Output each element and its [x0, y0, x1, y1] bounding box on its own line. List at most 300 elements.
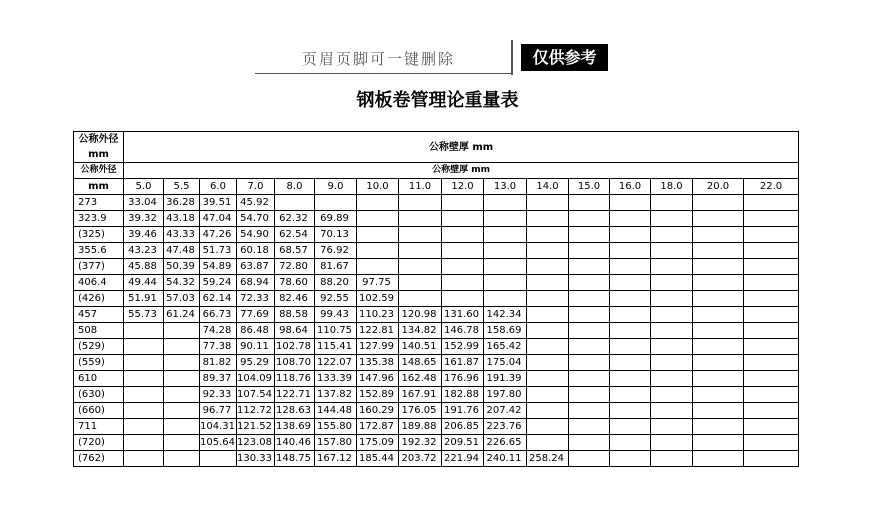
header-row-top: [74, 132, 799, 163]
weight-cell: [275, 195, 315, 211]
weight-cell: [164, 323, 200, 339]
weight-cell: [569, 275, 610, 291]
thickness-header: 16.0: [610, 179, 651, 195]
thickness-header: 12.0: [442, 179, 484, 195]
weight-cell: [744, 195, 799, 211]
weight-cell: [693, 403, 744, 419]
weight-cell: 62.14: [200, 291, 237, 307]
weight-cell: 197.80: [484, 387, 527, 403]
outer-diameter-cell: (720): [74, 435, 124, 451]
weight-cell: [693, 355, 744, 371]
weight-cell: 81.67: [315, 259, 357, 275]
weight-cell: [527, 387, 569, 403]
table-row: [74, 243, 799, 259]
table-row: [74, 435, 799, 451]
weight-cell: [164, 387, 200, 403]
weight-cell: [569, 307, 610, 323]
weight-cell: 140.46: [275, 435, 315, 451]
weight-cell: [693, 259, 744, 275]
weight-cell: [693, 275, 744, 291]
weight-cell: [569, 323, 610, 339]
weight-cell: 59.24: [200, 275, 237, 291]
weight-cell: [610, 371, 651, 387]
weight-cell: 43.33: [164, 227, 200, 243]
weight-cell: 121.52: [237, 419, 275, 435]
weight-cell: [484, 195, 527, 211]
weight-cell: 122.81: [357, 323, 399, 339]
weight-cell: 144.48: [315, 403, 357, 419]
header-note: 页眉页脚可一键删除: [302, 50, 456, 68]
weight-cell: [651, 371, 693, 387]
weight-cell: [484, 259, 527, 275]
weight-cell: [200, 451, 237, 467]
weight-cell: [399, 275, 442, 291]
weight-cell: 45.88: [124, 259, 164, 275]
weight-cell: 70.13: [315, 227, 357, 243]
weight-cell: 47.26: [200, 227, 237, 243]
weight-cell: [124, 323, 164, 339]
table-row: [74, 403, 799, 419]
weight-cell: [693, 323, 744, 339]
weight-cell: 110.23: [357, 307, 399, 323]
weight-cell: [693, 243, 744, 259]
weight-cell: 148.75: [275, 451, 315, 467]
weight-cell: [693, 339, 744, 355]
thickness-header: 5.5: [164, 179, 200, 195]
weight-cell: [527, 243, 569, 259]
weight-cell: 39.46: [124, 227, 164, 243]
weight-cell: [651, 323, 693, 339]
weight-cell: 49.44: [124, 275, 164, 291]
corner-label-sub1: 公称外径: [74, 163, 124, 179]
weight-cell: 105.64: [200, 435, 237, 451]
thickness-header: 8.0: [275, 179, 315, 195]
weight-cell: 96.77: [200, 403, 237, 419]
table-row: [74, 195, 799, 211]
weight-cell: [442, 275, 484, 291]
sub-span-header: 公称壁厚 mm: [124, 163, 799, 179]
weight-cell: [651, 291, 693, 307]
weight-cell: 104.31: [200, 419, 237, 435]
thickness-header: 20.0: [693, 179, 744, 195]
weight-cell: 33.04: [124, 195, 164, 211]
table-row: [74, 259, 799, 275]
thickness-header: 11.0: [399, 179, 442, 195]
page-title: 钢板卷管理论重量表: [356, 90, 519, 111]
weight-cell: [610, 243, 651, 259]
weight-cell: 51.73: [200, 243, 237, 259]
weight-cell: [124, 387, 164, 403]
weight-cell: [484, 291, 527, 307]
weight-cell: [484, 211, 527, 227]
table-row: [74, 211, 799, 227]
weight-cell: [744, 291, 799, 307]
weight-cell: 161.87: [442, 355, 484, 371]
outer-diameter-cell: (660): [74, 403, 124, 419]
thickness-header: 18.0: [651, 179, 693, 195]
weight-cell: [693, 195, 744, 211]
weight-cell: [442, 211, 484, 227]
table-row: [74, 387, 799, 403]
weight-cell: 92.33: [200, 387, 237, 403]
table-row: [74, 419, 799, 435]
weight-cell: [693, 371, 744, 387]
outer-diameter-cell: 508: [74, 323, 124, 339]
weight-cell: [357, 227, 399, 243]
weight-cell: [527, 307, 569, 323]
weight-cell: [610, 451, 651, 467]
header-row-sub: [74, 163, 799, 179]
weight-cell: 81.82: [200, 355, 237, 371]
weight-cell: [484, 275, 527, 291]
weight-cell: [744, 275, 799, 291]
weight-cell: 152.89: [357, 387, 399, 403]
weight-cell: 127.99: [357, 339, 399, 355]
weight-cell: [610, 323, 651, 339]
weight-cell: [357, 259, 399, 275]
weight-cell: 207.42: [484, 403, 527, 419]
weight-cell: [610, 195, 651, 211]
thickness-header: 13.0: [484, 179, 527, 195]
weight-cell: [164, 451, 200, 467]
weight-cell: 131.60: [442, 307, 484, 323]
weight-cell: [527, 275, 569, 291]
weight-cell: [744, 435, 799, 451]
weight-cell: 157.80: [315, 435, 357, 451]
thickness-header: 15.0: [569, 179, 610, 195]
table-row: [74, 291, 799, 307]
reference-badge: 仅供参考: [521, 44, 608, 71]
weight-cell: 102.78: [275, 339, 315, 355]
weight-cell: [693, 291, 744, 307]
corner-label-line1: 公称外径: [78, 134, 119, 145]
table-row: [74, 275, 799, 291]
weight-cell: 167.91: [399, 387, 442, 403]
outer-diameter-cell: (377): [74, 259, 124, 275]
weight-cell: [124, 419, 164, 435]
weight-cell: [527, 259, 569, 275]
weight-cell: [744, 339, 799, 355]
weight-cell: [744, 355, 799, 371]
weight-cell: 146.78: [442, 323, 484, 339]
weight-cell: 148.65: [399, 355, 442, 371]
weight-cell: [164, 419, 200, 435]
weight-cell: 120.98: [399, 307, 442, 323]
weight-cell: 60.18: [237, 243, 275, 259]
outer-diameter-cell: 406.4: [74, 275, 124, 291]
weight-cell: 123.08: [237, 435, 275, 451]
weight-cell: [527, 371, 569, 387]
weight-cell: [442, 291, 484, 307]
weight-cell: [527, 355, 569, 371]
weight-cell: 104.09: [237, 371, 275, 387]
weight-cell: [164, 403, 200, 419]
weight-cell: [569, 371, 610, 387]
weight-cell: 47.04: [200, 211, 237, 227]
weight-cell: [569, 339, 610, 355]
weight-cell: 191.39: [484, 371, 527, 387]
weight-cell: 88.20: [315, 275, 357, 291]
weight-cell: [569, 195, 610, 211]
weight-cell: [124, 451, 164, 467]
weight-cell: 43.23: [124, 243, 164, 259]
weight-cell: 78.60: [275, 275, 315, 291]
weight-cell: [399, 211, 442, 227]
weight-cell: [744, 323, 799, 339]
weight-cell: 137.82: [315, 387, 357, 403]
weight-cell: [651, 259, 693, 275]
weight-cell: [610, 307, 651, 323]
weight-cell: [610, 403, 651, 419]
weight-cell: 221.94: [442, 451, 484, 467]
outer-diameter-cell: (762): [74, 451, 124, 467]
weight-cell: 133.39: [315, 371, 357, 387]
weight-cell: 86.48: [237, 323, 275, 339]
weight-cell: [651, 275, 693, 291]
outer-diameter-cell: (630): [74, 387, 124, 403]
weight-cell: 226.65: [484, 435, 527, 451]
weight-cell: [693, 211, 744, 227]
weight-cell: 57.03: [164, 291, 200, 307]
weight-table: [73, 131, 799, 467]
weight-cell: 50.39: [164, 259, 200, 275]
weight-cell: [651, 339, 693, 355]
weight-cell: [651, 243, 693, 259]
weight-cell: 55.73: [124, 307, 164, 323]
thickness-row: [74, 179, 799, 195]
weight-cell: 160.29: [357, 403, 399, 419]
weight-cell: 165.42: [484, 339, 527, 355]
weight-cell: 39.32: [124, 211, 164, 227]
weight-cell: [124, 355, 164, 371]
weight-cell: [315, 195, 357, 211]
weight-cell: [651, 387, 693, 403]
top-span-header: 公称壁厚 mm: [124, 132, 799, 163]
weight-cell: 47.48: [164, 243, 200, 259]
weight-cell: 68.57: [275, 243, 315, 259]
thickness-header: 14.0: [527, 179, 569, 195]
weight-cell: [651, 227, 693, 243]
weight-cell: 92.55: [315, 291, 357, 307]
weight-cell: 122.07: [315, 355, 357, 371]
weight-cell: [124, 339, 164, 355]
weight-cell: 115.41: [315, 339, 357, 355]
weight-cell: [569, 451, 610, 467]
weight-cell: [527, 211, 569, 227]
weight-cell: [399, 227, 442, 243]
thickness-header: 10.0: [357, 179, 399, 195]
table-row: [74, 339, 799, 355]
weight-cell: [527, 403, 569, 419]
weight-cell: [569, 227, 610, 243]
thickness-header: 6.0: [200, 179, 237, 195]
thickness-header: 22.0: [744, 179, 799, 195]
weight-cell: [744, 259, 799, 275]
outer-diameter-cell: 457: [74, 307, 124, 323]
weight-cell: [124, 435, 164, 451]
weight-cell: 142.34: [484, 307, 527, 323]
weight-cell: 95.29: [237, 355, 275, 371]
weight-cell: [744, 243, 799, 259]
weight-cell: 189.88: [399, 419, 442, 435]
weight-cell: 99.43: [315, 307, 357, 323]
weight-cell: 66.73: [200, 307, 237, 323]
weight-cell: [569, 419, 610, 435]
weight-cell: [442, 195, 484, 211]
weight-cell: 72.80: [275, 259, 315, 275]
weight-cell: [527, 435, 569, 451]
weight-cell: [569, 355, 610, 371]
header-rule: [255, 73, 511, 74]
weight-cell: [399, 259, 442, 275]
weight-cell: [744, 227, 799, 243]
weight-cell: 128.63: [275, 403, 315, 419]
weight-cell: [744, 403, 799, 419]
outer-diameter-cell: 273: [74, 195, 124, 211]
thickness-header: 9.0: [315, 179, 357, 195]
weight-cell: [693, 419, 744, 435]
weight-cell: [610, 259, 651, 275]
weight-cell: [610, 227, 651, 243]
weight-cell: 118.76: [275, 371, 315, 387]
weight-cell: 138.69: [275, 419, 315, 435]
corner-cell-top: [74, 132, 124, 163]
weight-cell: [693, 451, 744, 467]
weight-cell: [527, 195, 569, 211]
weight-cell: 167.12: [315, 451, 357, 467]
weight-cell: [399, 195, 442, 211]
weight-cell: [693, 387, 744, 403]
weight-cell: [610, 419, 651, 435]
weight-cell: [610, 435, 651, 451]
weight-cell: 192.32: [399, 435, 442, 451]
table-row: [74, 451, 799, 467]
weight-cell: [399, 243, 442, 259]
weight-cell: 112.72: [237, 403, 275, 419]
weight-cell: [610, 211, 651, 227]
weight-cell: [651, 419, 693, 435]
weight-cell: 135.38: [357, 355, 399, 371]
weight-cell: [610, 291, 651, 307]
weight-cell: [610, 275, 651, 291]
weight-cell: [527, 419, 569, 435]
weight-cell: 45.92: [237, 195, 275, 211]
weight-cell: [651, 355, 693, 371]
weight-cell: [484, 227, 527, 243]
weight-cell: 108.70: [275, 355, 315, 371]
weight-cell: [744, 211, 799, 227]
weight-cell: [651, 211, 693, 227]
weight-cell: 162.48: [399, 371, 442, 387]
weight-cell: 155.80: [315, 419, 357, 435]
weight-cell: 185.44: [357, 451, 399, 467]
outer-diameter-cell: (426): [74, 291, 124, 307]
table-row: [74, 323, 799, 339]
weight-cell: [527, 227, 569, 243]
weight-cell: 62.54: [275, 227, 315, 243]
weight-cell: 36.28: [164, 195, 200, 211]
weight-cell: 77.69: [237, 307, 275, 323]
weight-cell: 63.87: [237, 259, 275, 275]
weight-cell: 175.04: [484, 355, 527, 371]
weight-cell: 258.24: [527, 451, 569, 467]
weight-cell: [651, 403, 693, 419]
weight-cell: [399, 291, 442, 307]
weight-cell: 68.94: [237, 275, 275, 291]
weight-cell: 62.32: [275, 211, 315, 227]
weight-cell: [693, 435, 744, 451]
weight-cell: 122.71: [275, 387, 315, 403]
weight-cell: 76.92: [315, 243, 357, 259]
weight-cell: [651, 435, 693, 451]
weight-cell: 172.87: [357, 419, 399, 435]
weight-cell: [569, 259, 610, 275]
weight-cell: [744, 419, 799, 435]
weight-cell: [569, 435, 610, 451]
weight-cell: 51.91: [124, 291, 164, 307]
weight-cell: [569, 387, 610, 403]
corner-label-sub2: mm: [74, 179, 124, 195]
header-divider: [511, 40, 513, 75]
weight-cell: 39.51: [200, 195, 237, 211]
weight-cell: [569, 211, 610, 227]
weight-cell: 147.96: [357, 371, 399, 387]
weight-cell: 61.24: [164, 307, 200, 323]
weight-cell: [527, 323, 569, 339]
weight-cell: [484, 243, 527, 259]
weight-cell: 107.54: [237, 387, 275, 403]
thickness-header: 5.0: [124, 179, 164, 195]
weight-cell: [569, 291, 610, 307]
weight-cell: 72.33: [237, 291, 275, 307]
outer-diameter-cell: (529): [74, 339, 124, 355]
weight-cell: [164, 371, 200, 387]
weight-cell: [124, 371, 164, 387]
weight-cell: [357, 243, 399, 259]
weight-cell: 203.72: [399, 451, 442, 467]
corner-label-line2: mm: [88, 149, 109, 160]
weight-cell: 54.32: [164, 275, 200, 291]
weight-cell: 182.88: [442, 387, 484, 403]
weight-cell: 54.70: [237, 211, 275, 227]
weight-cell: [164, 339, 200, 355]
weight-cell: 209.51: [442, 435, 484, 451]
weight-cell: [442, 259, 484, 275]
weight-cell: [744, 307, 799, 323]
weight-cell: [527, 291, 569, 307]
weight-cell: 176.05: [399, 403, 442, 419]
weight-cell: [651, 307, 693, 323]
weight-cell: [744, 371, 799, 387]
outer-diameter-cell: 355.6: [74, 243, 124, 259]
weight-cell: [651, 195, 693, 211]
weight-cell: 54.90: [237, 227, 275, 243]
weight-cell: [610, 355, 651, 371]
weight-cell: [442, 243, 484, 259]
weight-cell: 191.76: [442, 403, 484, 419]
weight-cell: [651, 451, 693, 467]
weight-cell: [164, 435, 200, 451]
weight-cell: 240.11: [484, 451, 527, 467]
outer-diameter-cell: 610: [74, 371, 124, 387]
thickness-header: 7.0: [237, 179, 275, 195]
weight-cell: 82.46: [275, 291, 315, 307]
weight-cell: 43.18: [164, 211, 200, 227]
weight-cell: 77.38: [200, 339, 237, 355]
weight-cell: [693, 307, 744, 323]
weight-cell: 223.76: [484, 419, 527, 435]
weight-cell: 175.09: [357, 435, 399, 451]
